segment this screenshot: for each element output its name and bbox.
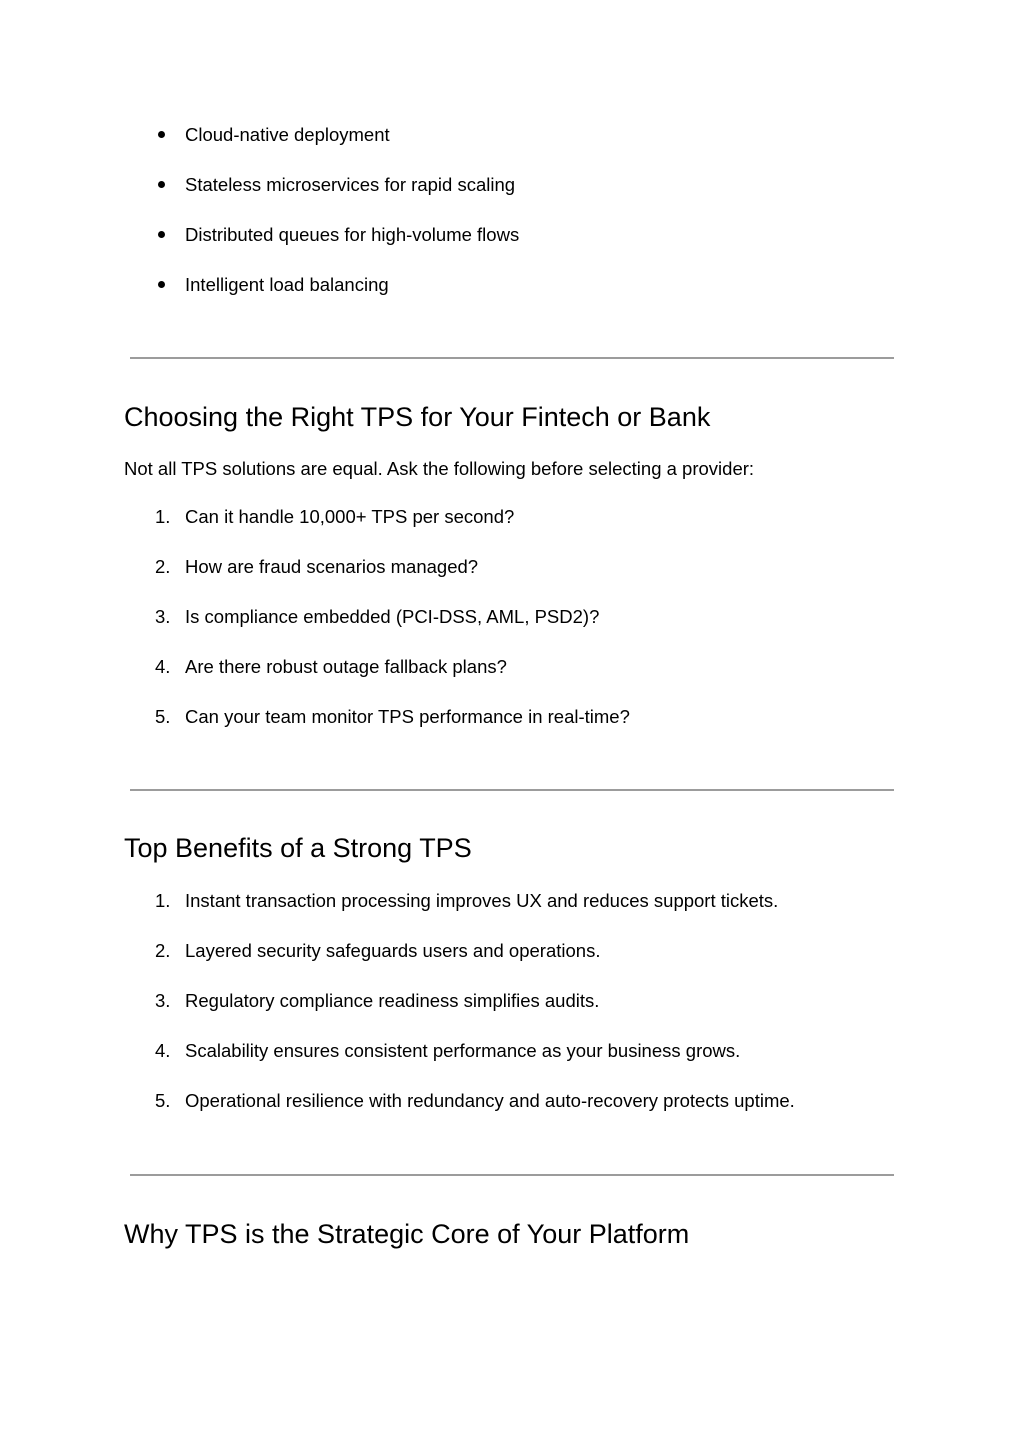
list-item-text: Is compliance embedded (PCI-DSS, AML, PSD2)? — [185, 606, 600, 627]
list-item — [124, 224, 900, 245]
list-item — [124, 656, 900, 677]
section-divider — [130, 357, 894, 359]
list-item — [124, 940, 900, 961]
list-item-text: Operational resilience with redundancy and auto-recovery protects uptime. — [185, 1090, 795, 1111]
list-item — [124, 506, 900, 527]
list-number: 3. — [155, 606, 171, 627]
list-number: 2. — [155, 556, 171, 577]
section-heading-choosing: Choosing the Right TPS for Your Fintech or Bank — [124, 402, 711, 432]
list-number: 4. — [155, 656, 171, 677]
list-item-text: Instant transaction processing improves UX and reduces support tickets. — [185, 890, 779, 911]
feature-bullet-list — [124, 124, 900, 295]
benefits-list — [124, 890, 900, 1111]
section-heading-why-tps: Why TPS is the Strategic Core of Your Platform — [124, 1219, 690, 1249]
list-item — [124, 1090, 900, 1111]
list-item-text: Can your team monitor TPS performance in real-time? — [185, 706, 630, 727]
list-item — [124, 274, 900, 295]
list-number: 3. — [155, 990, 171, 1011]
list-item — [124, 706, 900, 727]
section-heading-benefits: Top Benefits of a Strong TPS — [124, 833, 472, 863]
section-divider — [130, 1174, 894, 1176]
list-item — [124, 1040, 900, 1061]
document-content — [0, 124, 1024, 1250]
list-item-text: Stateless microservices for rapid scaling — [185, 174, 516, 195]
list-number: 5. — [155, 1090, 171, 1111]
list-item — [124, 556, 900, 577]
list-item-text: How are fraud scenarios managed? — [185, 556, 479, 577]
list-item-text: Are there robust outage fallback plans? — [185, 656, 507, 677]
section-intro-paragraph: Not all TPS solutions are equal. Ask the following before selecting a provider: — [124, 458, 755, 479]
bullet-icon — [158, 281, 165, 288]
list-item — [124, 606, 900, 627]
list-number: 4. — [155, 1040, 171, 1061]
list-number: 1. — [155, 506, 171, 527]
list-number: 1. — [155, 890, 171, 911]
list-item-text: Layered security safeguards users and operations. — [185, 940, 601, 961]
bullet-icon — [158, 131, 165, 138]
list-item — [124, 174, 900, 195]
list-item-text: Scalability ensures consistent performance as your business grows. — [185, 1040, 741, 1061]
list-item-text: Distributed queues for high-volume flows — [185, 224, 520, 245]
bullet-icon — [158, 231, 165, 238]
section-divider — [130, 789, 894, 791]
list-item — [124, 990, 900, 1011]
list-item — [124, 124, 900, 145]
list-item-text: Cloud-native deployment — [185, 124, 390, 145]
list-item-text: Intelligent load balancing — [185, 274, 389, 295]
provider-questions-list — [124, 506, 900, 727]
list-item-text: Regulatory compliance readiness simplifies audits. — [185, 990, 600, 1011]
list-item-text: Can it handle 10,000+ TPS per second? — [185, 506, 515, 527]
bullet-icon — [158, 181, 165, 188]
list-number: 2. — [155, 940, 171, 961]
list-item — [124, 890, 900, 911]
list-number: 5. — [155, 706, 171, 727]
